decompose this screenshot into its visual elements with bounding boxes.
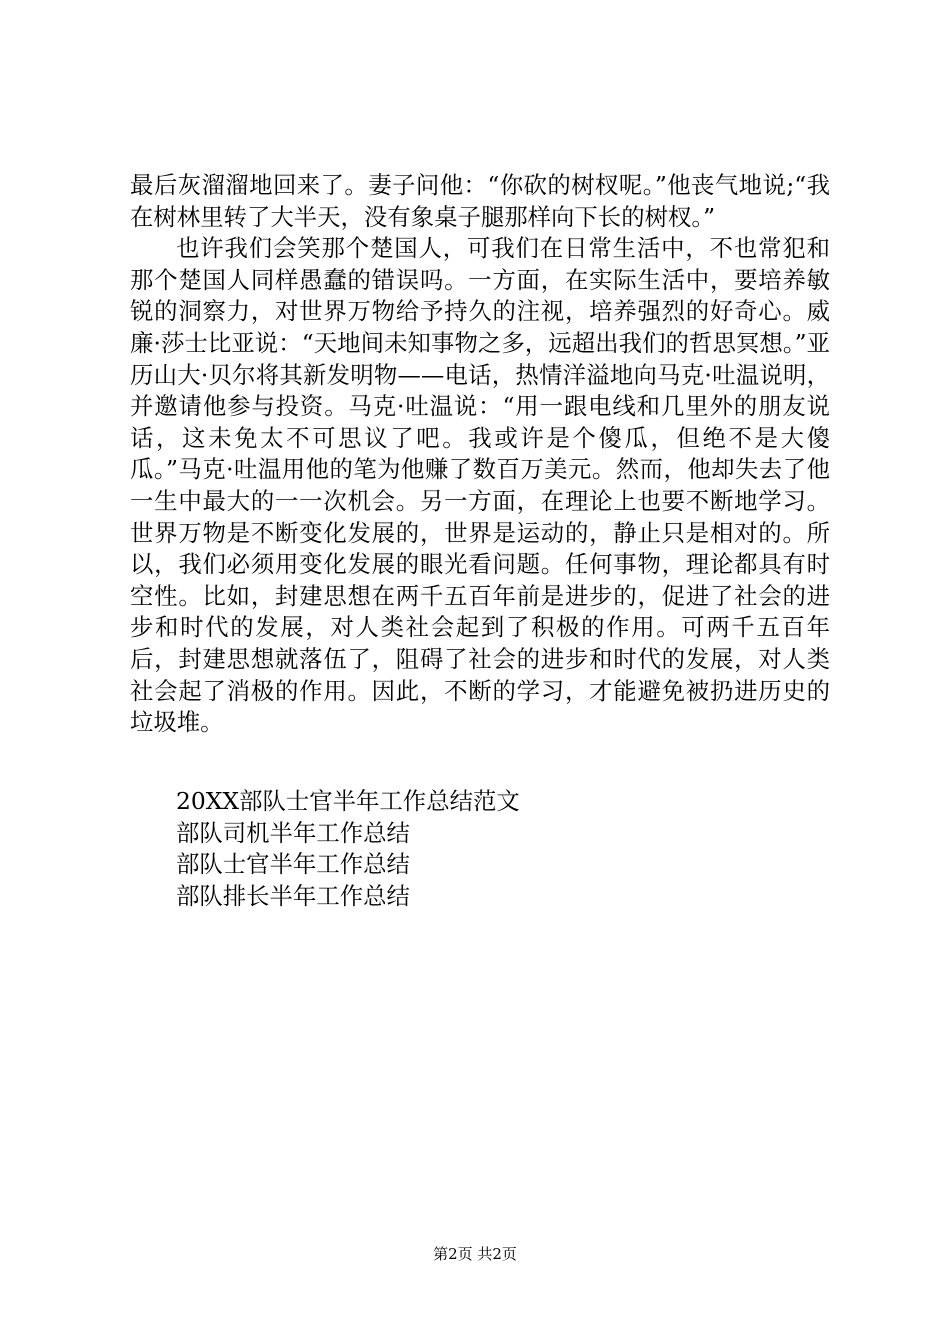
- related-articles-list: [176, 786, 776, 912]
- page-number-indicator: 第2页 共2页: [433, 1245, 517, 1263]
- paragraph-main: 也许我们会笑那个楚国人，可我们在日常生活中，不也常犯和那个楚国人同样愚蠢的错误吗。一方面，在实际生活中，要培养敏锐的洞察力，对世界万物给予持久的注视，培养强烈的好奇心。威廉·莎士比亚说：“天地间未知事物之多，远超出我们的哲思冥想。”亚历山大·贝尔将其新发明物——电话，热情洋溢地向马克·吐温说明，并邀请他参与投资。马克·吐温说：“用一跟电线和几里外的朋友说话，这未免太不可思议了吧。我或许是个傻瓜，但绝不是大傻瓜。”马克·吐温用他的笔为他赚了数百万美元。然而，他却失去了他一生中最大的一一次机会。另一方面，在理论上也要不断地学习。世界万物是不断变化发展的，世界是运动的，静止只是相对的。所以，我们必须用变化发展的眼光看问题。任何事物，理论都具有时空性。比如，封建思想在两千五百年前是进步的，促进了社会的进步和时代的发展，对人类社会起到了积极的作用。可两千五百年后，封建思想就落伍了，阻碍了社会的进步和时代的发展，对人类社会起了消极的作用。因此，不断的学习，才能避免被扔进历史的垃圾堆。: [130, 234, 830, 737]
- related-link-1[interactable]: 20XX部队士官半年工作总结范文: [176, 787, 520, 815]
- related-link-3[interactable]: 部队士官半年工作总结: [176, 850, 410, 879]
- article-body: [130, 170, 830, 739]
- paragraph-continuation: 最后灰溜溜地回来了。妻子问他：“你砍的树杈呢。”他丧气地说;“我在树林里转了大半天，没有象桌子腿那样向下长的树杈。”: [130, 171, 830, 231]
- related-link-2[interactable]: 部队司机半年工作总结: [176, 818, 410, 847]
- related-link-4[interactable]: 部队排长半年工作总结: [176, 881, 410, 910]
- page-footer: [0, 1244, 950, 1264]
